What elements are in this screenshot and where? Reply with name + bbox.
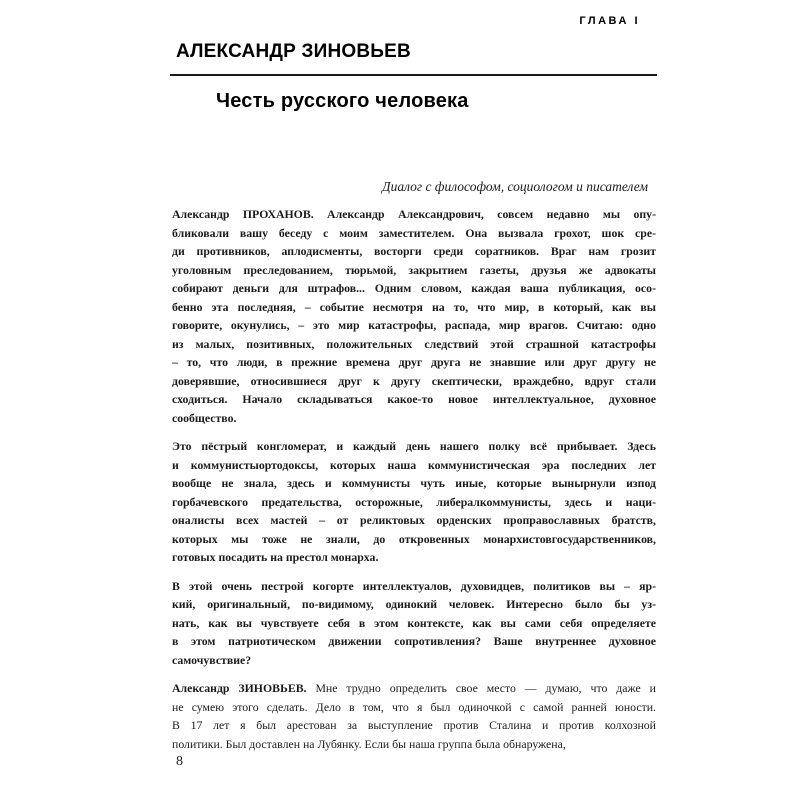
body-text [172,205,656,763]
text-line: собирают деньги для штрафов... Одним словом, каждая ваша публикация, осо- [172,281,656,295]
text-line: и коммунистыортодоксы, которых наша коммунистическая эра последних лет [172,457,656,472]
text-line: оналисты всех мастей – от реликтовых орденских проправославных братств, [172,513,656,527]
text-line: доверявшие, относившиеся друг к другу скептически, враждебно, вдруг стали [172,373,656,388]
speaker-name: Александр ЗИНОВЬЕВ. [172,681,316,695]
page-number: 8 [176,754,183,769]
text-line: политики. Был доставлен на Лубянку. Если бы наша группа была обнаружена, [172,736,566,751]
text-line: не сумею этого сделать. Дело в том, что я был одиночкой с самой ранней юности. [172,699,656,714]
paragraph [172,437,656,567]
dialog-caption: Диалог с философом, социологом и писателем [382,179,648,194]
text-line: В 17 лет я был арестован за выступление против Сталина и против колхозной [172,718,656,732]
text-line: в этом патриотическом движении сопротивления? Ваше внутреннее духовное [172,634,656,648]
text-line: ди противников, аплодисменты, восторги среди соратников. Враг нам грозит [172,244,656,258]
chapter-header: ГЛАВА I [579,15,640,27]
text-line: готовых посадить на престол монарха. [172,550,379,564]
text-line: уголовным преследованием, тюрьмой, закрытием газеты, друзья же адвокаты [172,262,656,277]
paragraph [172,577,656,670]
text-line: сообщество. [172,410,237,425]
text-line: – то, что люди, в прежние времена друг друга не знавшие или друг другу не [172,355,656,369]
title-rule [170,74,657,76]
paragraph [172,205,656,427]
text-line: говорите, окунулись, – это мир катастрофы, распада, мир врагов. Считаю: одно [172,318,656,332]
author-title: АЛЕКСАНДР ЗИНОВЬЕВ [176,41,411,62]
text-line: В этой очень пестрой когорте интеллектуалов, духовидцев, политиков вы – яр- [172,578,656,593]
text-line: кий, оригинальный, по-видимому, одинокий человек. Интересно было бы уз- [172,597,656,611]
text-line: которых мы тоже не знали, до откровенных монархистовгосударственников, [172,531,656,546]
text-line: из малых, позитивных, положительных следствий этой страшной катастрофы [172,336,656,351]
text-line: горбачевского предательства, осторожные, либералкоммунисты, здесь и наци- [172,494,656,509]
paragraph [172,679,656,753]
text-line: Александр ПРОХАНОВ. Александр Александрович, совсем недавно мы опу- [172,207,656,221]
text-line: Это пёстрый конгломерат, и каждый день нашего полку всё прибывает. Здесь [172,439,656,453]
text-line: бенно эта последняя, – событие несмотря на то, что мир, в который, как вы [172,299,656,314]
article-title: Честь русского человека [216,90,469,112]
text-line: нать, как вы чувствуете себя в этом контексте, как вы сами себя определяете [172,615,656,630]
text-line: вообще не знала, здесь и коммунисты чуть иные, которые вынырнули изпод [172,476,656,490]
text-line: бликовали вашу беседу с моим заместителем. Она вызвала грохот, шок сре- [172,225,656,240]
text-line: самочувствие? [172,652,252,667]
text-line: Александр ЗИНОВЬЕВ. Мне трудно определить свое место — думаю, что даже и [172,681,656,695]
text-line: сходиться. Начало складываться какое-то новое интеллектуальное, духовное [172,392,656,406]
